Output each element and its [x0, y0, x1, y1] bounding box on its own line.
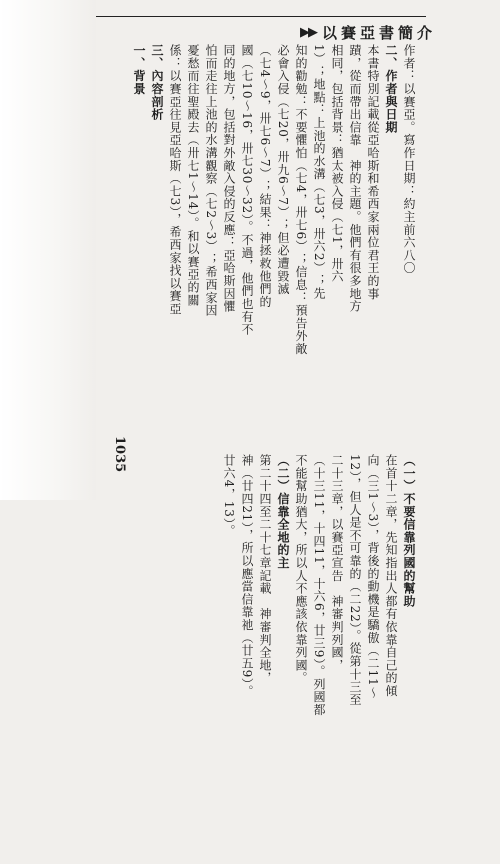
text-column: 係：以賽亞往見亞哈斯（七3），希西家找以賽亞	[168, 44, 182, 316]
section-heading: （一）不要信靠列國的幫助	[402, 454, 416, 608]
header-rule	[96, 16, 426, 17]
section-heading: 三、內容剖析	[150, 44, 164, 121]
text-column: 同的地方，包括對外敵入侵的反應：亞哈斯因懼	[222, 44, 236, 313]
text-column: 第二十四至二十七章記載 神審判全地，	[258, 454, 272, 685]
header-title: 以賽亞書簡介	[322, 24, 437, 42]
text-column: 二十三章，以賽亞宣告 神審判列國，	[330, 454, 344, 672]
text-column: 相同，包括背景：猶太被入侵（七1，卅六	[330, 44, 344, 283]
text-column: （十三11，十四11，十六6，廿三9）。列國都	[312, 454, 326, 717]
section-heading: 二、作者與日期	[384, 44, 398, 134]
text-column: 必會入侵（七20，卅九6～7）；但必遭毀滅	[276, 44, 290, 296]
text-column: （七4～9，卅七6～7）；結果：神拯救他們的	[258, 44, 272, 309]
text-column: 作者：以賽亞。寫作日期：約主前六八〇	[402, 44, 416, 275]
text-column: 國（七10～16，卅七30～32）。不過，他們也有不	[240, 44, 254, 336]
page-edge-shade	[0, 0, 96, 500]
running-header	[300, 22, 436, 43]
body-text	[128, 44, 418, 717]
text-column: 1）；地點：上池的水溝（七3，卅六2）；先	[312, 44, 326, 300]
text-column: 廿六4，13）。	[222, 454, 236, 538]
text-column: 神（廿四21），所以應當信靠祂（廿五9）。	[240, 454, 254, 698]
text-column: 在首十二章，先知指出人都有依靠自己的傾	[384, 454, 398, 698]
text-column: 12），但人是不可靠的（二22）。從第十三至	[348, 454, 362, 707]
section-heading: 一、背景	[132, 44, 146, 96]
text-column: 知的勸勉：不要懼怕（七4，卅七6）；信息：預告外敵	[294, 44, 308, 356]
text-column: 向（三1～3），背後的動機是驕傲（二11～	[366, 454, 380, 700]
text-column: 憂愁而往聖殿去（卅七1～14）。和以賽亞的關	[186, 44, 200, 307]
text-column: 本書特別記載從亞哈斯和希西家兩位君王的事	[366, 44, 380, 300]
text-column: 蹟，從而帶出信靠 神的主題。他們有很多地方	[348, 44, 362, 313]
text-column: 不能幫助猶大，所以人不應該依靠列國。	[294, 454, 308, 685]
page-number: 1035	[112, 436, 127, 473]
section-heading: （二）信靠全地的主	[276, 454, 290, 570]
text-column: 怕而走往上池的水溝觀察（七2～3）；希西家因	[204, 44, 218, 317]
double-arrow-icon: ▶▶	[300, 25, 316, 40]
